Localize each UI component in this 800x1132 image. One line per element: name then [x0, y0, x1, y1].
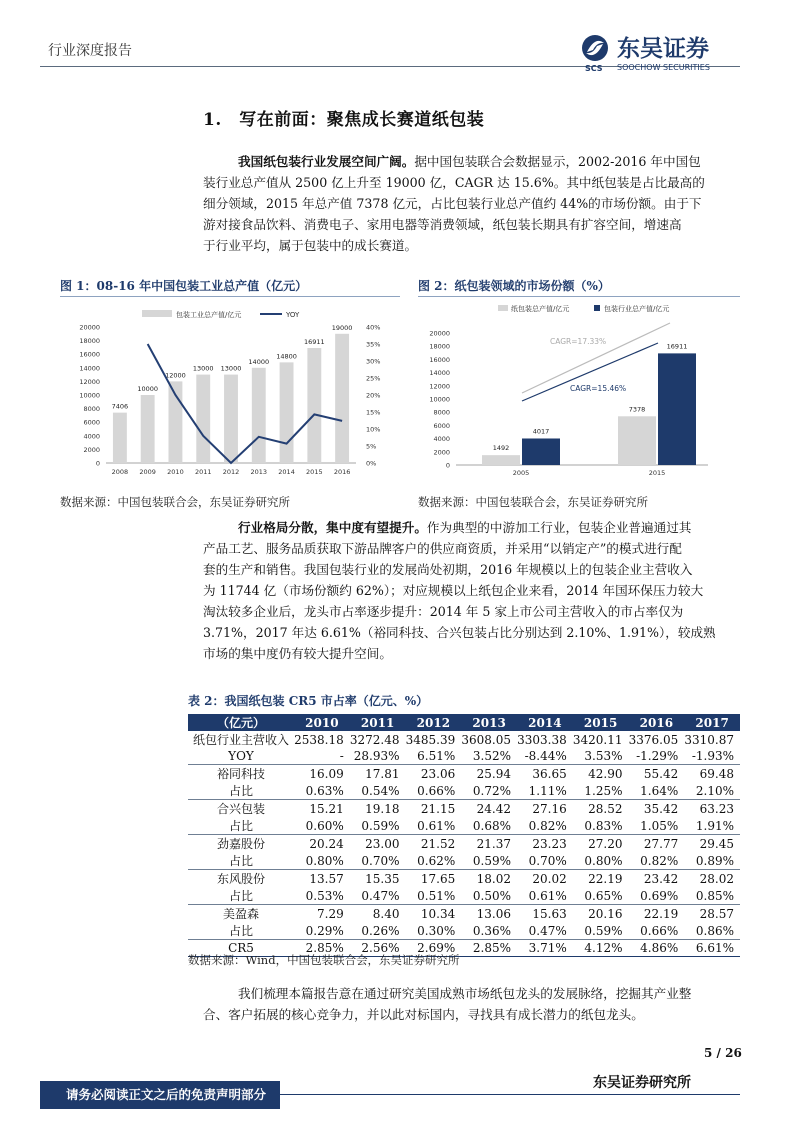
y2-tick-label: 35%	[366, 340, 381, 349]
table-cell: 0.72%	[472, 783, 511, 798]
legend-swatch-total	[594, 305, 600, 311]
y2-tick-label: 30%	[366, 357, 381, 366]
table-header-year: 2016	[629, 714, 685, 731]
table-cell: 3376.05	[628, 732, 679, 747]
x-tick-label: 2011	[194, 468, 212, 476]
table-row	[188, 800, 740, 818]
table-cell: 0.54%	[361, 783, 400, 798]
footer-disclaimer-bar	[40, 1081, 280, 1109]
table-cell: 3485.39	[405, 732, 456, 747]
table-cell: -1.93%	[691, 749, 734, 764]
table2-title: 表 2：我国纸包装 CR5 市占率（亿元、%）	[188, 694, 429, 708]
bar	[658, 353, 696, 465]
legend-label: 包装行业总产值/亿元	[604, 305, 670, 313]
y2-tick-label: 5%	[366, 442, 377, 451]
cagr-line-paper	[522, 323, 670, 393]
table-cell: 8.40	[350, 905, 406, 923]
table-row	[188, 731, 740, 748]
table-cell: 0.69%	[640, 888, 679, 903]
bar	[522, 438, 560, 465]
para3-line-1: 合、客户拓展的核心竞争力，并以此对标国内，寻找具有成长潜力的纸包龙头。	[203, 1007, 644, 1022]
table-row-label: CR5	[188, 940, 294, 957]
y-tick-label: 20000	[429, 329, 450, 338]
table-cell: 13.06	[461, 905, 517, 923]
table-cell: 0.83%	[584, 818, 623, 833]
table-cell: 0.50%	[472, 888, 511, 903]
x-tick-label: 2014	[278, 468, 295, 476]
table-cell: 21.37	[461, 835, 517, 853]
table-cell: 0.65%	[584, 888, 623, 903]
page-number: 5 / 26	[704, 1046, 742, 1060]
para2-line-5: 3.71%，2017 年达 6.61%（裕同科技、合兴包装占比分别达到 2.10%、1.91%），较成熟	[203, 625, 716, 640]
bar-value-label: 16911	[303, 338, 325, 347]
x-tick-label: 2016	[333, 468, 351, 476]
table-cell: 17.81	[350, 765, 406, 783]
table-cell: 2.10%	[695, 783, 734, 798]
table-cell: 15.63	[517, 905, 573, 923]
bar-value-label: 1492	[492, 444, 510, 453]
paragraph-3	[238, 983, 740, 1004]
table-cell: 1.05%	[640, 818, 679, 833]
table-cell: 0.26%	[361, 923, 400, 938]
para2-line-3: 为 11744 亿（市场份额约 62%）；对应规模以上纸包企业来看，2014 年国环保压力较大	[203, 583, 704, 598]
table-cell: 1.64%	[640, 783, 679, 798]
legend-label: 纸包装总产值/亿元	[511, 305, 570, 313]
table-cell: 0.80%	[584, 853, 623, 868]
report-type-label: 行业深度报告	[48, 43, 132, 59]
section-title: 1. 写在前面：聚焦成长赛道纸包装	[203, 110, 485, 130]
table-cell: 20.24	[294, 835, 350, 853]
table-cell: 0.66%	[640, 923, 679, 938]
table-cell: 0.47%	[361, 888, 400, 903]
table-cell: 69.48	[684, 765, 740, 783]
table-cell: 28.57	[684, 905, 740, 923]
y2-tick-label: 15%	[366, 408, 381, 417]
table-cell: 25.94	[461, 765, 517, 783]
table-cell: 3608.05	[461, 732, 511, 747]
table-cell: 16.09	[294, 765, 350, 783]
fig2-svg	[418, 297, 740, 483]
table-cell: 0.53%	[305, 888, 344, 903]
table-cell: 2.85%	[294, 940, 350, 957]
y-tick-label: 0	[95, 459, 100, 468]
y-tick-label: 10000	[429, 395, 450, 404]
table-row	[188, 817, 740, 835]
logo-brand-en: SOOCHOW SECURITIES	[617, 63, 710, 72]
table-cell: 0.51%	[417, 888, 456, 903]
fig2-source: 数据来源：中国包装联合会，东吴证券研究所	[418, 495, 648, 509]
table-cell: 3272.48	[349, 732, 400, 747]
y2-tick-label: 10%	[366, 425, 381, 434]
para2-line-0: 作为典型的中游加工行业，包装企业普遍通过其	[426, 520, 692, 535]
table-cell: 6.51%	[417, 749, 456, 764]
y-tick-label: 14000	[79, 364, 100, 373]
table-cell: 0.85%	[695, 888, 734, 903]
table-cell: 23.06	[406, 765, 462, 783]
fig2-title: 图 2：纸包装领域的市场份额（%）	[418, 279, 610, 293]
y2-tick-label: 25%	[366, 374, 381, 383]
table-cell: 21.15	[406, 800, 462, 818]
table-cell: 28.02	[684, 870, 740, 888]
table-header-row	[188, 714, 740, 731]
para1-line-4: 于行业平均，属于包装中的成长赛道。	[203, 238, 418, 253]
table-cell: 21.52	[406, 835, 462, 853]
fig2-chart	[418, 296, 740, 483]
bar-value-label: 12000	[165, 371, 186, 380]
legend-label: 包装工业总产值/亿元	[176, 311, 242, 319]
table-cell: 0.61%	[417, 818, 456, 833]
bar	[307, 348, 321, 463]
footer-institute: 东吴证券研究所	[593, 1075, 691, 1091]
table-cell: 0.59%	[584, 923, 623, 938]
table-cell: 6.61%	[684, 940, 740, 957]
bar	[252, 368, 266, 463]
table-cell: 0.30%	[417, 923, 456, 938]
table2-source: 数据来源：Wind，中国包装联合会，东吴证券研究所	[188, 953, 460, 967]
table-cell: 24.42	[461, 800, 517, 818]
table-cell: 3303.38	[517, 732, 567, 747]
cr5-table	[188, 714, 740, 957]
x-tick-label: 2013	[250, 468, 268, 476]
para2-line-1: 产品工艺、服务品质获取下游品牌客户的供应商资质，并采用“以销定产”的模式进行配	[203, 541, 682, 556]
table-cell: 29.45	[684, 835, 740, 853]
table-cell: 35.42	[629, 800, 685, 818]
table-row-label: 裕同科技	[188, 765, 294, 783]
table-row-label: YOY	[228, 749, 254, 764]
x-tick-label: 2012	[222, 468, 240, 476]
y-tick-label: 18000	[429, 342, 450, 351]
table-cell: 0.29%	[305, 923, 344, 938]
table-row	[188, 765, 740, 783]
table-row-label: 占比	[228, 924, 253, 939]
table-cell: 3420.11	[572, 732, 623, 747]
table-cell: 0.62%	[417, 853, 456, 868]
x-tick-label: 2015	[306, 468, 323, 476]
fig1-source: 数据来源：中国包装联合会，东吴证券研究所	[60, 495, 290, 509]
table-cell: 2.69%	[406, 940, 462, 957]
fig1-chart	[60, 296, 400, 483]
table-cell: 4.86%	[629, 940, 685, 957]
table-cell: -1.29%	[636, 749, 679, 764]
table-header-year: 2012	[406, 714, 462, 731]
cagr-annotation: CAGR=17.33%	[550, 337, 607, 346]
table-row	[188, 870, 740, 888]
table-cell: 23.00	[350, 835, 406, 853]
table-cell: 27.20	[573, 835, 629, 853]
table-header-year: 2015	[573, 714, 629, 731]
table-cell: 18.02	[461, 870, 517, 888]
para1-line-1: 装行业总产值从 2500 亿上升至 19000 亿，CAGR 达 15.6%。其中纸包装是占比最高的	[203, 175, 705, 190]
table-cell: 0.80%	[305, 853, 344, 868]
paragraph-1-cont	[203, 172, 743, 256]
y-tick-label: 16000	[429, 355, 450, 364]
table-cell: 0.82%	[528, 818, 567, 833]
table-header-year: 2014	[517, 714, 573, 731]
bar	[618, 416, 656, 465]
table-cell: 63.23	[684, 800, 740, 818]
legend-label: YOY	[286, 311, 300, 319]
table-cell: 22.19	[573, 870, 629, 888]
table-row-label: 合兴包装	[188, 800, 294, 818]
bar-value-label: 13000	[192, 364, 214, 373]
bar-value-label: 4017	[532, 427, 550, 436]
table-cell: 36.65	[517, 765, 573, 783]
table-cell: 0.60%	[305, 818, 344, 833]
y-tick-label: 16000	[79, 350, 100, 359]
x-tick-label: 2010	[167, 468, 184, 476]
logo-brand-cn: 东吴证券	[617, 36, 709, 62]
table-row	[188, 748, 740, 765]
table-cell: 42.90	[573, 765, 629, 783]
table-row	[188, 922, 740, 940]
table-cell: -	[339, 749, 344, 764]
fig1-svg	[60, 297, 400, 483]
table-cell: 28.52	[573, 800, 629, 818]
table-cell: 0.36%	[472, 923, 511, 938]
table-cell: 0.59%	[472, 853, 511, 868]
table-cell: -8.44%	[524, 749, 567, 764]
bar-value-label: 14800	[276, 352, 297, 361]
table-cell: 0.66%	[417, 783, 456, 798]
y-tick-label: 10000	[79, 391, 100, 400]
bar	[335, 334, 349, 463]
x-tick-label: 2015	[648, 469, 666, 477]
table-cell: 2.56%	[350, 940, 406, 957]
table-header-unit: （亿元）	[188, 714, 294, 731]
table-cell: 0.68%	[472, 818, 511, 833]
bar	[224, 375, 238, 463]
table-cell: 0.59%	[361, 818, 400, 833]
table-cell: 3.52%	[472, 749, 511, 764]
table-cell: 10.34	[406, 905, 462, 923]
table-row-label: 纸包行业主营收入	[192, 733, 289, 747]
bar	[196, 375, 210, 463]
y2-tick-label: 40%	[366, 323, 381, 332]
y-tick-label: 2000	[433, 448, 450, 457]
table-row-label: 东风股份	[188, 870, 294, 888]
paragraph-2-cont	[203, 538, 743, 664]
y-tick-label: 18000	[79, 337, 100, 346]
y-tick-label: 20000	[79, 323, 100, 332]
y-tick-label: 8000	[83, 405, 100, 414]
table-cell: 23.23	[517, 835, 573, 853]
x-tick-label: 2009	[139, 468, 156, 476]
paragraph-2	[238, 517, 740, 538]
table-row	[188, 887, 740, 905]
table-cell: 4.12%	[573, 940, 629, 957]
table-cell: 2.85%	[461, 940, 517, 957]
table-row-label: 占比	[228, 819, 253, 834]
table-cell: 23.42	[629, 870, 685, 888]
para2-lead: 行业格局分散，集中度有望提升。	[238, 520, 427, 535]
para1-line-3: 游对接食品饮料、消费电子、家用电器等消费领域，纸包装长期具有扩容空间，增速高	[203, 217, 682, 232]
table-cell: 28.93%	[353, 749, 400, 764]
bar	[280, 362, 294, 463]
table-cell: 27.77	[629, 835, 685, 853]
table-row-label: 美盈森	[188, 905, 294, 923]
para2-line-6: 市场的集中度仍有较大提升空间。	[203, 646, 392, 661]
table-header-year: 2013	[461, 714, 517, 731]
table-cell: 2538.18	[294, 732, 344, 747]
y-tick-label: 14000	[429, 369, 450, 378]
table-cell: 0.82%	[640, 853, 679, 868]
table-row-label: 占比	[228, 784, 253, 799]
table-cell: 7.29	[294, 905, 350, 923]
x-tick-label: 2005	[512, 469, 530, 477]
para3-line-0: 我们梳理本篇报告意在通过研究美国成熟市场纸包龙头的发展脉络，挖掘其产业整	[238, 986, 692, 1001]
table-cell: 0.61%	[528, 888, 567, 903]
y-tick-label: 6000	[433, 421, 450, 430]
footer-disclaimer: 请务必阅读正文之后的免责声明部分	[66, 1087, 267, 1102]
y2-tick-label: 20%	[366, 391, 381, 400]
footer-divider	[280, 1094, 740, 1095]
table-row	[188, 852, 740, 870]
bar-value-label: 14000	[248, 357, 270, 366]
para2-line-4: 淘汰较多企业后，龙头市占率逐步提升：2014 年 5 家上市公司主营收入的市占率仅为	[203, 604, 684, 619]
table-cell: 0.70%	[528, 853, 567, 868]
y-tick-label: 8000	[433, 408, 450, 417]
y2-tick-label: 0%	[366, 459, 377, 468]
table-cell: 19.18	[350, 800, 406, 818]
para1-line-0: 据中国包装联合会数据显示，2002-2016 年中国包	[414, 154, 701, 169]
table-cell: 1.25%	[584, 783, 623, 798]
table-cell: 1.11%	[528, 783, 567, 798]
table-cell: 15.21	[294, 800, 350, 818]
bar-value-label: 7378	[628, 405, 646, 414]
logo-abbr: SCS	[585, 64, 603, 73]
table-cell: 0.47%	[528, 923, 567, 938]
table-row-label: 占比	[228, 889, 253, 904]
legend-swatch-bar	[142, 310, 172, 317]
table-row	[188, 835, 740, 853]
cagr-annotation: CAGR=15.46%	[570, 384, 627, 393]
y-tick-label: 2000	[83, 445, 100, 454]
table-row-label: 占比	[228, 854, 253, 869]
bar-value-label: 16911	[666, 342, 688, 351]
table-row	[188, 905, 740, 923]
table-header-year: 2011	[350, 714, 406, 731]
table-row	[188, 782, 740, 800]
para1-lead: 我国纸包装行业发展空间广阔。	[238, 154, 415, 169]
table-cell: 0.70%	[361, 853, 400, 868]
x-tick-label: 2008	[111, 468, 129, 476]
fig1-title: 图 1：08-16 年中国包装工业总产值（亿元）	[60, 279, 308, 293]
bar	[113, 413, 127, 463]
table-row-label: 劲嘉股份	[188, 835, 294, 853]
y-tick-label: 0	[445, 461, 450, 470]
table-cell: 3.71%	[517, 940, 573, 957]
bar-value-label: 10000	[137, 385, 159, 393]
table-cell: 22.19	[629, 905, 685, 923]
y-tick-label: 4000	[83, 432, 100, 441]
table-cell: 27.16	[517, 800, 573, 818]
brand-logo	[577, 32, 752, 74]
table-header-year: 2017	[684, 714, 740, 731]
bar-value-label: 13000	[220, 364, 242, 373]
y-tick-label: 12000	[79, 377, 100, 386]
paragraph-1	[238, 151, 740, 172]
table-cell: 3.53%	[584, 749, 623, 764]
table-cell: 55.42	[629, 765, 685, 783]
legend-swatch-paper	[498, 305, 508, 311]
bar-value-label: 7406	[111, 402, 129, 411]
bar	[482, 455, 520, 465]
y-tick-label: 12000	[429, 382, 450, 391]
table-header-year: 2010	[294, 714, 350, 731]
table-cell: 17.65	[406, 870, 462, 888]
table-cell: 0.63%	[305, 783, 344, 798]
bar-value-label: 19000	[331, 323, 353, 332]
paragraph-3-cont	[203, 1004, 743, 1025]
table-cell: 1.91%	[695, 818, 734, 833]
table-cell: 20.02	[517, 870, 573, 888]
table2	[188, 714, 740, 957]
table-cell: 0.89%	[695, 853, 734, 868]
table-cell: 20.16	[573, 905, 629, 923]
para1-line-2: 细分领域，2015 年总产值 7378 亿元，占比包装行业总产值约 44%的市场份额。由于下	[203, 196, 702, 211]
para2-line-2: 套的生产和销售。我国包装行业的发展尚处初期，2016 年规模以上的包装企业主营收入	[203, 562, 693, 577]
table-cell: 3310.87	[684, 732, 734, 747]
y-tick-label: 4000	[433, 435, 450, 444]
table-cell: 13.57	[294, 870, 350, 888]
logo-mark-icon	[582, 35, 608, 61]
bar	[141, 395, 155, 463]
table-cell: 15.35	[350, 870, 406, 888]
table-cell: 0.86%	[695, 923, 734, 938]
y-tick-label: 6000	[83, 418, 100, 427]
